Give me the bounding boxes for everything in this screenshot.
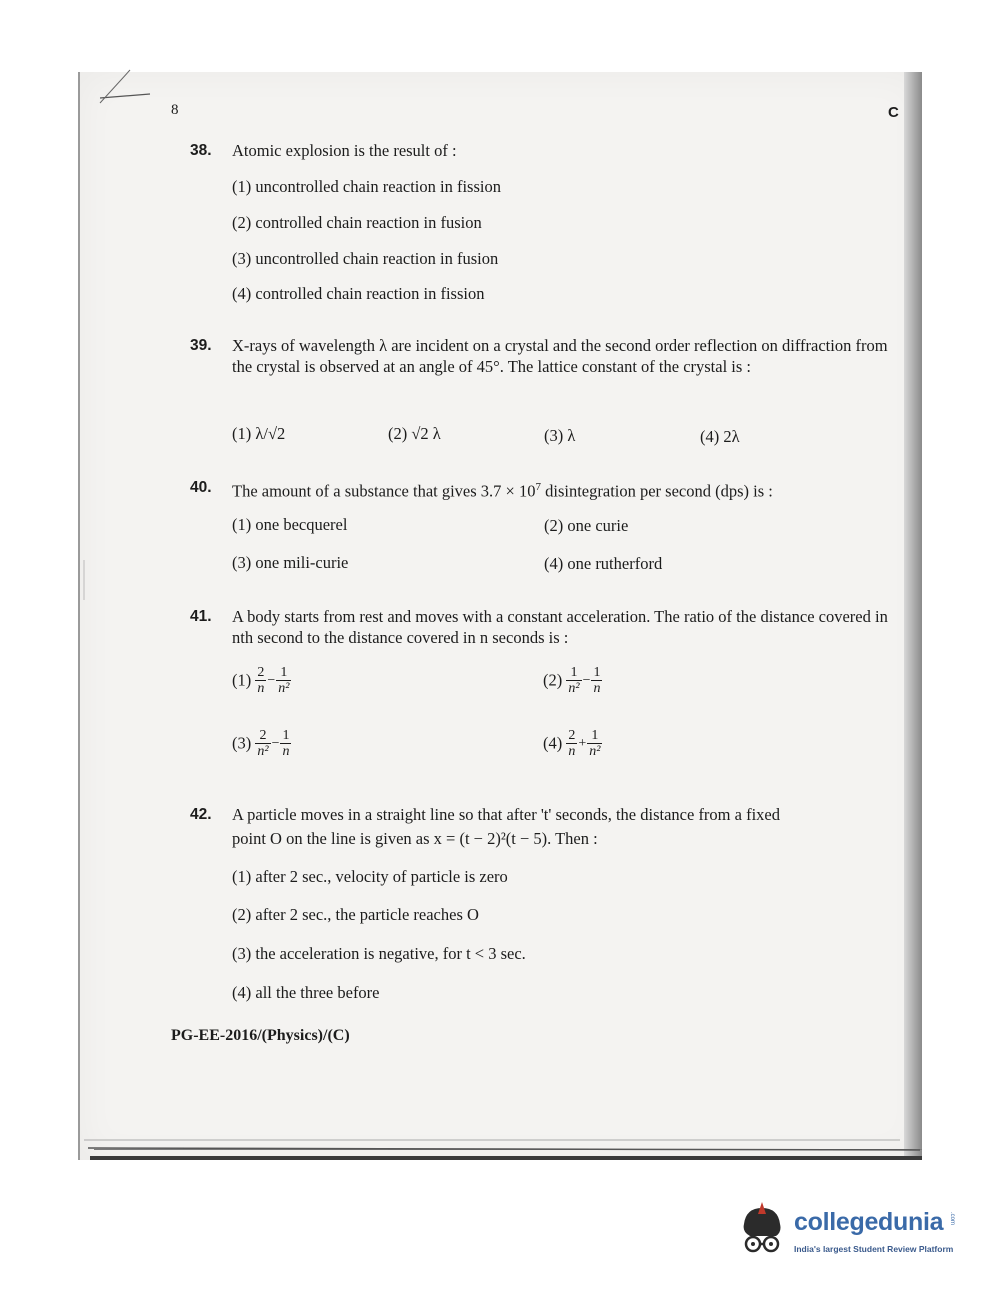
option-3 (232, 728, 291, 759)
numerator: 2 (255, 728, 270, 744)
operator: − (582, 672, 591, 688)
option-4: (4) controlled chain reaction in fission (232, 284, 485, 303)
option-2: (2) controlled chain reaction in fusion (232, 213, 482, 232)
option-label: (3) (232, 733, 252, 753)
denominator: n² (257, 744, 269, 759)
denominator: n (568, 744, 576, 759)
option-3: (3) the acceleration is negative, for t < 3 sec. (232, 944, 526, 963)
option-1: (1) one becquerel (232, 515, 348, 534)
set-code: C (888, 104, 899, 121)
denominator: n (593, 681, 601, 696)
fraction (591, 665, 602, 696)
denominator: n² (589, 744, 601, 759)
option-2 (543, 665, 602, 696)
option-4: (4) one rutherford (544, 554, 663, 573)
fraction (566, 728, 577, 759)
option-1: (1) uncontrolled chain reaction in fission (232, 177, 501, 196)
question-number: 38. (190, 142, 212, 159)
numerator: 2 (568, 728, 576, 743)
mascot-icon (736, 1202, 792, 1262)
fraction (566, 665, 581, 696)
question-stem-line-1: A particle moves in a straight line so that after 't' seconds, the distance from a fixed (232, 805, 780, 824)
option-4: (4) 2λ (700, 427, 740, 446)
paper-code: PG-EE-2016/(Physics)/(C) (171, 1027, 350, 1044)
denominator: n² (278, 681, 290, 696)
collegedunia-watermark (736, 1198, 964, 1268)
question-40 (190, 477, 900, 502)
stem-prefix: The amount of a substance that gives 3.7 × 10 (232, 481, 536, 501)
fraction (587, 728, 602, 759)
page-number: 8 (171, 102, 179, 118)
question-stem: X-rays of wavelength λ are incident on a crystal and the second order reflection on diffraction from the crystal is observed at an angle of 45°. The lattice constant of the crystal is : (232, 336, 888, 376)
question-stem-line-2: point O on the line is given as x = (t − 2)²(t − 5). Then : (232, 829, 598, 848)
question-number: 40. (190, 479, 212, 496)
option-2: (2) after 2 sec., the particle reaches O (232, 905, 479, 924)
numerator: 2 (257, 665, 265, 680)
fraction (255, 665, 266, 696)
question-stem: A body starts from rest and moves with a constant acceleration. The ratio of the distance covered in nth second to the distance covered in n seconds is : (232, 607, 888, 647)
numerator: 1 (593, 665, 601, 680)
option-1: (1) λ/√2 (232, 424, 286, 443)
option-1: (1) after 2 sec., velocity of particle is zero (232, 867, 508, 886)
numerator: 1 (276, 665, 291, 681)
question-number: 39. (190, 337, 212, 354)
option-3: (3) uncontrolled chain reaction in fusion (232, 249, 499, 268)
operator: − (271, 735, 280, 751)
question-38 (190, 140, 900, 161)
question-42 (190, 804, 900, 849)
operator: + (578, 735, 587, 751)
numerator: 1 (566, 665, 581, 681)
denominator: n (282, 744, 290, 759)
numerator: 1 (587, 728, 602, 744)
question-number: 42. (190, 806, 212, 823)
option-2: (2) √2 λ (388, 424, 441, 443)
question-number: 41. (190, 608, 212, 625)
fraction (276, 665, 291, 696)
question-39 (190, 335, 900, 377)
operator: − (267, 672, 276, 688)
option-label: (2) (543, 670, 563, 690)
fraction (280, 728, 291, 759)
stem-suffix: disintegration per second (dps) is : (541, 481, 773, 501)
option-1 (232, 665, 291, 696)
numerator: 1 (282, 728, 290, 743)
option-2: (2) one curie (544, 516, 629, 535)
option-label: (4) (543, 733, 563, 753)
option-label: (1) (232, 670, 252, 690)
brand-domain: .com (949, 1212, 955, 1226)
question-stem (232, 477, 900, 502)
stem-exponent: 7 (535, 481, 541, 493)
option-4: (4) all the three before (232, 983, 380, 1002)
question-41 (190, 606, 900, 648)
fraction (255, 728, 270, 759)
brand-tagline: India's largest Student Review Platform (794, 1244, 954, 1254)
option-4 (543, 728, 602, 759)
question-stem: Atomic explosion is the result of : (232, 141, 457, 160)
denominator: n (257, 681, 265, 696)
option-3: (3) one mili-curie (232, 553, 349, 572)
option-3: (3) λ (544, 426, 576, 445)
brand-name: collegedunia (794, 1208, 944, 1236)
denominator: n² (568, 681, 580, 696)
